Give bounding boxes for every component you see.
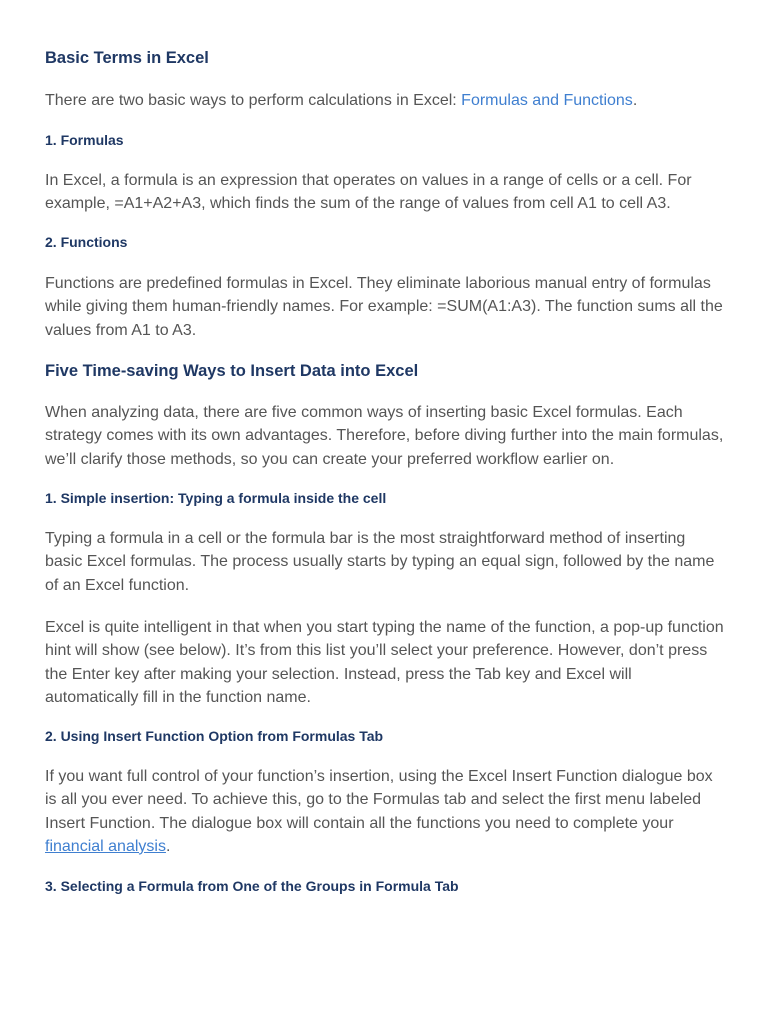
insert-function-heading: 2. Using Insert Function Option from Formulas Tab	[45, 728, 384, 744]
simple-insertion-paragraph-2: Excel is quite intelligent in that when you start typing the name of the function, a pop-up function hint will show (see below). It’s from this list you’ll select your preference. However, don’t press the Enter key after making your selection. Instead, press the Tab key and Excel will automatically fill in the function name.	[45, 619, 724, 706]
functions-paragraph: Functions are predefined formulas in Excel. They eliminate laborious manual entry of formulas while giving them human-friendly names. For example: =SUM(A1:A3). The function sums all the values from A1 to A3.	[45, 275, 723, 339]
insert-function-end: .	[165, 837, 171, 855]
selecting-formula-heading: 3. Selecting a Formula from One of the Groups in Formula Tab	[45, 878, 459, 894]
heading-five-ways: Five Time-saving Ways to Insert Data into Excel	[45, 362, 419, 380]
intro-text: There are two basic ways to perform calculations in Excel:	[45, 92, 462, 109]
formulas-and-functions-link[interactable]: Formulas and Functions	[461, 92, 633, 109]
insert-function-paragraph	[45, 765, 725, 858]
functions-heading: 2. Functions	[45, 234, 128, 250]
formulas-heading: 1. Formulas	[45, 132, 124, 148]
insert-function-text: If you want full control of your function’s insertion, using the Excel Insert Function dialogue box is all you ever need. To achieve this, go to the Formulas tab and select the first menu labeled Insert Function. The dialogue box will contain all the functions you need to complete your	[45, 768, 713, 832]
financial-analysis-link[interactable]: financial analysis	[45, 837, 166, 855]
intro-end: .	[632, 92, 638, 109]
heading-basic-terms: Basic Terms in Excel	[45, 49, 209, 67]
intro-paragraph	[45, 89, 725, 112]
simple-insertion-paragraph-1: Typing a formula in a cell or the formula bar is the most straightforward method of inserting basic Excel formulas. The process usually starts by typing an equal sign, followed by the name of an Excel function.	[45, 530, 715, 594]
formulas-paragraph: In Excel, a formula is an expression that operates on values in a range of cells or a cell. For example, =A1+A2+A3, which finds the sum of the range of values from cell A1 to cell A3.	[45, 172, 692, 213]
five-ways-paragraph: When analyzing data, there are five common ways of inserting basic Excel formulas. Each strategy comes with its own advantages. Therefore, before diving further into the main formulas, we’ll clarify those methods, so you can create your preferred workflow earlier on.	[45, 404, 724, 468]
simple-insertion-heading: 1. Simple insertion: Typing a formula inside the cell	[45, 490, 387, 506]
